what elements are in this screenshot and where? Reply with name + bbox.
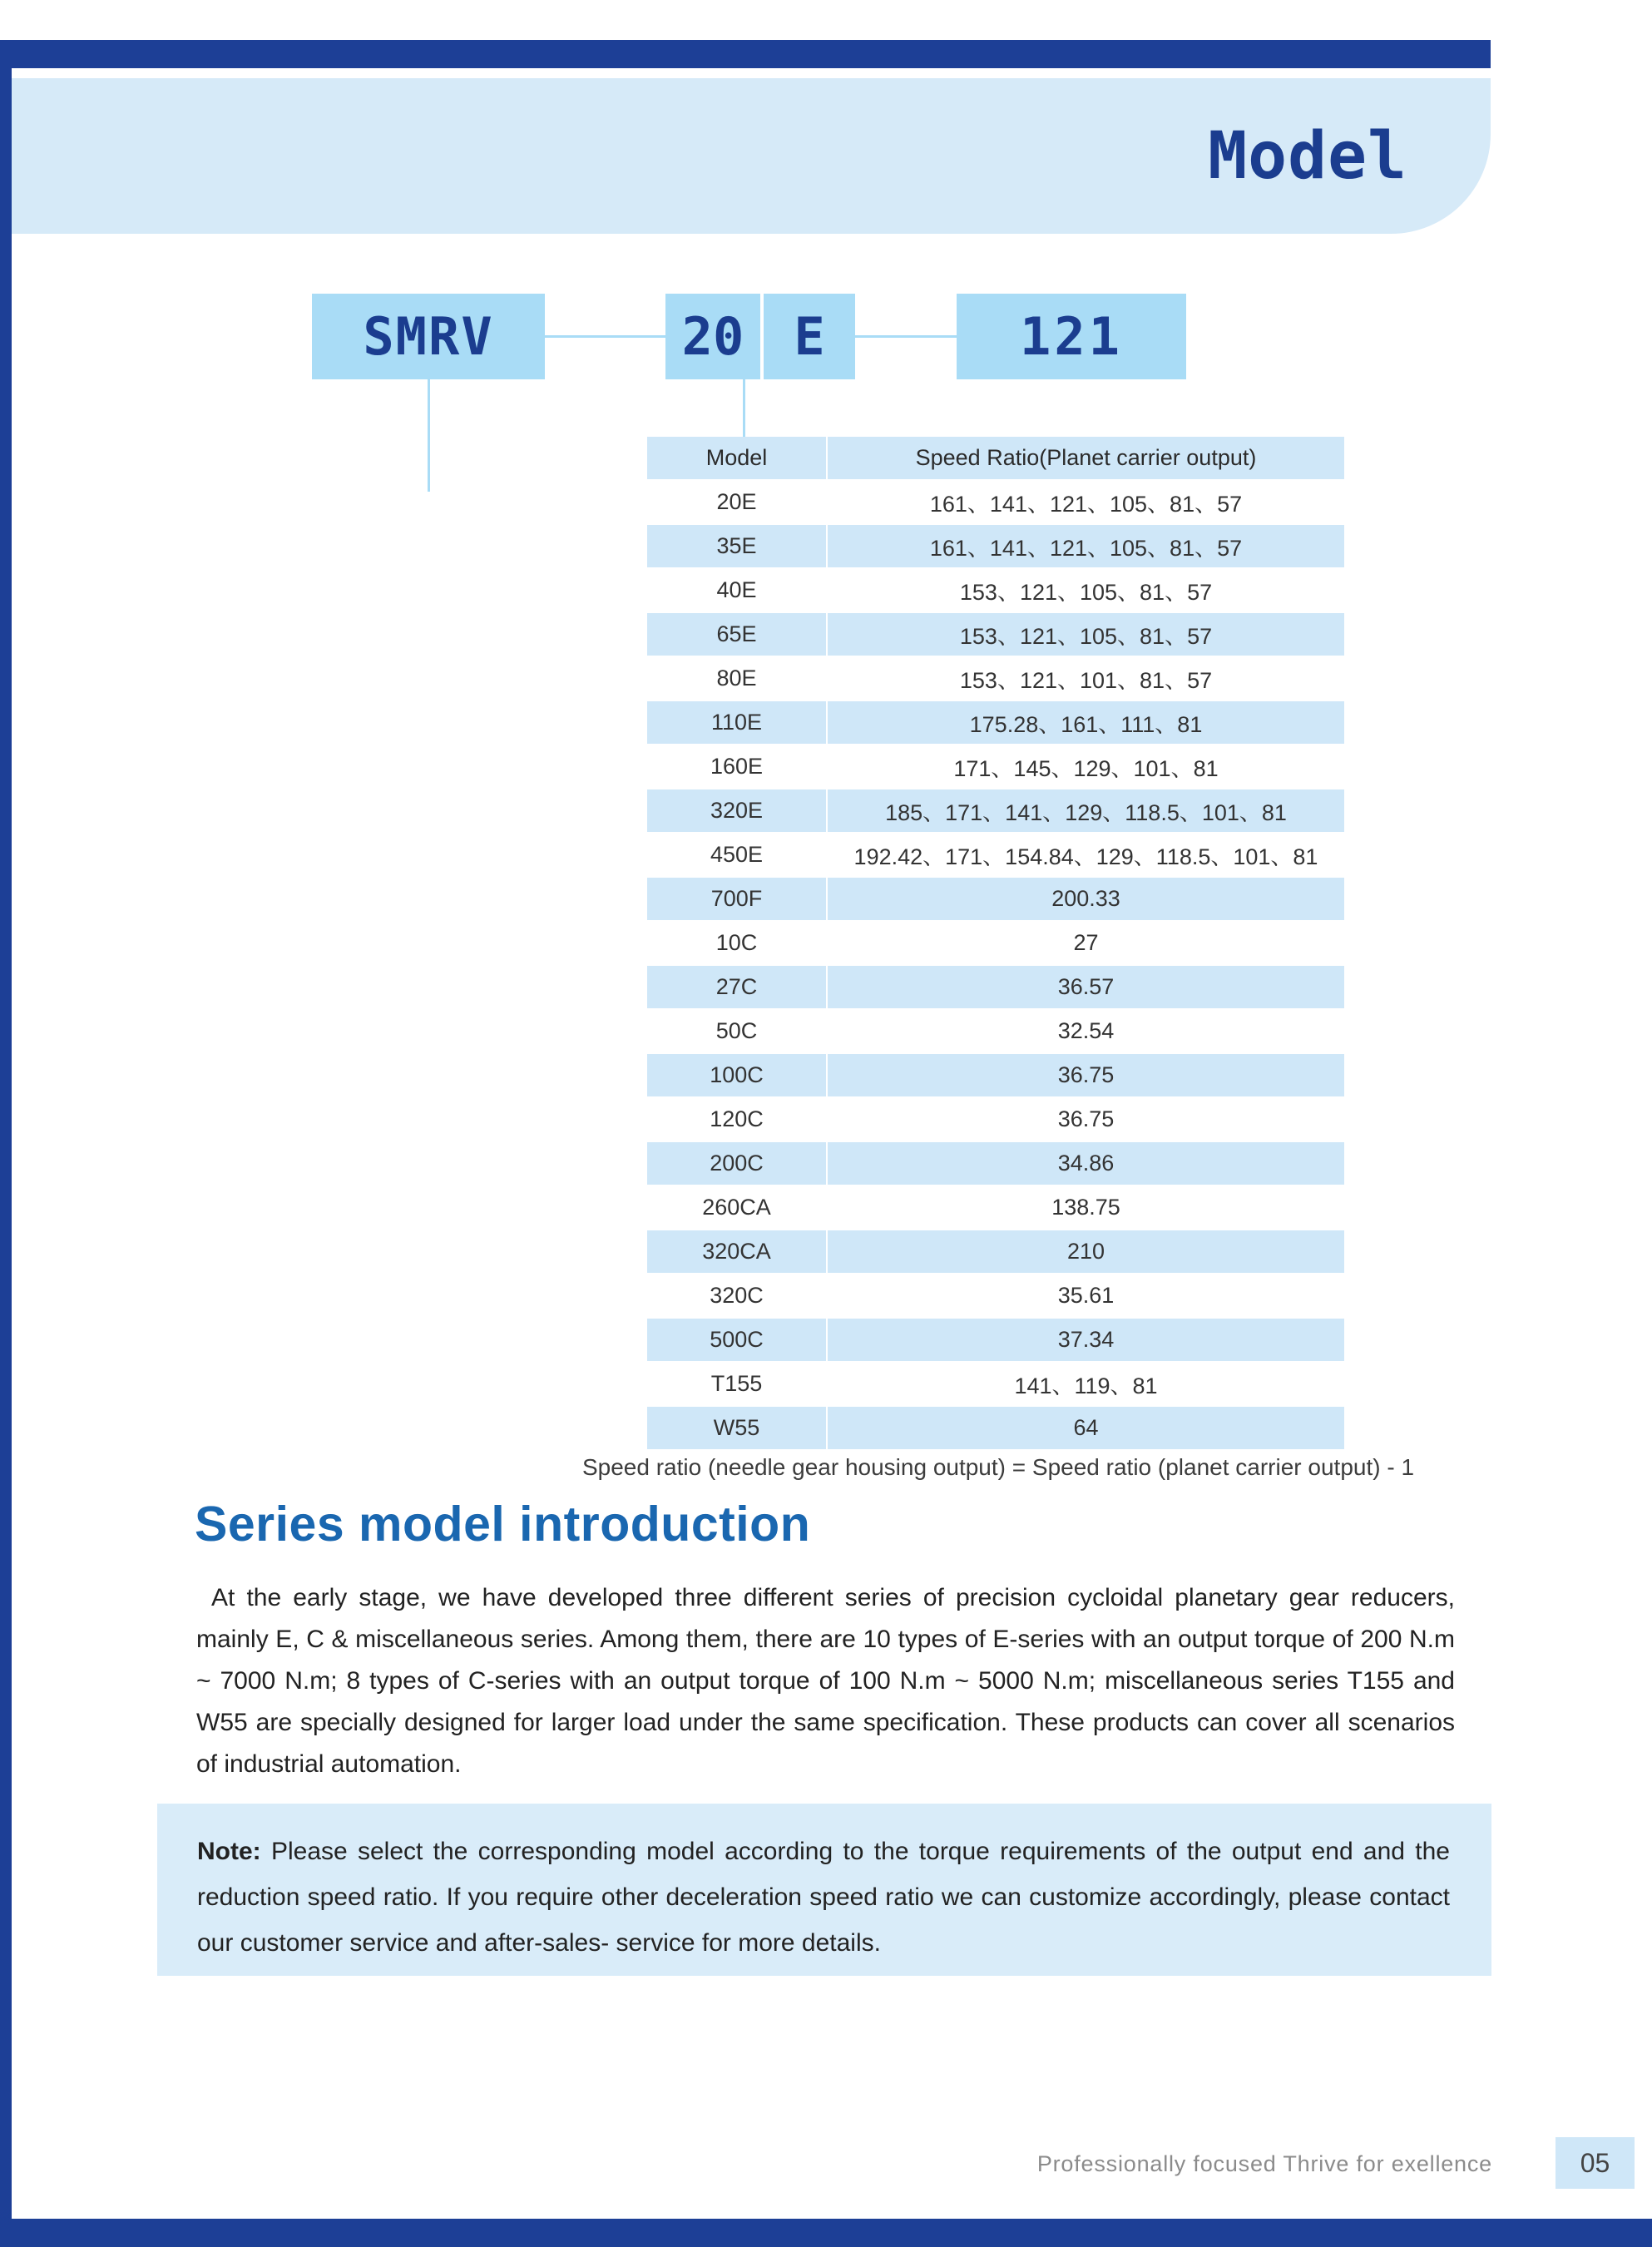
model-cell: T155 — [647, 1363, 828, 1407]
table-row — [647, 1363, 1344, 1407]
model-cell: 80E — [647, 657, 828, 701]
speed-ratio-column-header: Speed Ratio(Planet carrier output) — [828, 437, 1344, 481]
footer-tagline: Professionally focused Thrive for exellence — [1036, 2151, 1492, 2176]
left-edge-bar — [0, 40, 12, 2247]
model-cell: 110E — [647, 701, 828, 745]
intro-paragraph: At the early stage, we have developed three different series of precision cycloidal planetary gear reducers, mainly E, C & miscellaneous series. Among them, there are 10 types of E-series with an output torque of 200 N.m ~ 7000 N.m; 8 types of C-series with an output torque of 100 N.m ~ 5000 N.m; miscellaneous series T155 and W55 are specially designed for larger load under the same specification. These products can cover all scenarios of industrial automation. — [196, 1584, 1455, 1778]
model-cell: 35E — [647, 525, 828, 569]
table-row — [647, 745, 1344, 789]
table-row — [647, 1319, 1344, 1363]
model-column-header: Model — [647, 437, 828, 481]
speed-ratio-cell: 153、121、105、81、57 — [828, 613, 1344, 657]
connector-line — [855, 335, 957, 338]
model-cell: 320E — [647, 789, 828, 834]
model-cell: 320C — [647, 1274, 828, 1319]
speed-ratio-cell: 32.54 — [828, 1010, 1344, 1054]
table-row — [647, 1142, 1344, 1186]
model-cell: 10C — [647, 922, 828, 966]
model-size-box: 20 — [665, 294, 760, 379]
model-type-box: E — [764, 294, 855, 379]
model-cell: 120C — [647, 1098, 828, 1142]
model-cell: 450E — [647, 834, 828, 878]
speed-ratio-cell: 200.33 — [828, 878, 1344, 922]
model-cell: 700F — [647, 878, 828, 922]
table-row — [647, 1186, 1344, 1230]
table-caption: Speed ratio (needle gear housing output) = Speed ratio (planet carrier output) - 1 — [581, 1454, 1415, 1480]
header-banner — [12, 78, 1491, 234]
speed-ratio-cell: 141、119、81 — [828, 1363, 1344, 1407]
speed-ratio-table — [647, 437, 1344, 1451]
table-row — [647, 922, 1344, 966]
speed-ratio-cell: 153、121、105、81、57 — [828, 569, 1344, 613]
top-accent-bar — [0, 40, 1491, 68]
speed-ratio-cell: 37.34 — [828, 1319, 1344, 1363]
table-row — [647, 613, 1344, 657]
speed-ratio-cell: 36.75 — [828, 1054, 1344, 1098]
table-row — [647, 834, 1344, 878]
connector-line — [545, 335, 665, 338]
table-row — [647, 701, 1344, 745]
model-cell: 320CA — [647, 1230, 828, 1274]
table-row — [647, 878, 1344, 922]
model-cell: 27C — [647, 966, 828, 1010]
model-cell: 40E — [647, 569, 828, 613]
model-cell: 260CA — [647, 1186, 828, 1230]
model-cell: 160E — [647, 745, 828, 789]
table-row — [647, 1054, 1344, 1098]
model-series-box: SMRV — [312, 294, 545, 379]
speed-ratio-cell: 161、141、121、105、81、57 — [828, 481, 1344, 525]
speed-ratio-cell: 171、145、129、101、81 — [828, 745, 1344, 789]
speed-ratio-cell: 35.61 — [828, 1274, 1344, 1319]
model-cell: 20E — [647, 481, 828, 525]
speed-ratio-cell: 27 — [828, 922, 1344, 966]
table-header-row — [647, 437, 1344, 481]
connector-line — [743, 379, 745, 438]
model-cell: 65E — [647, 613, 828, 657]
speed-ratio-cell: 161、141、121、105、81、57 — [828, 525, 1344, 569]
model-cell: 500C — [647, 1319, 828, 1363]
speed-ratio-cell: 175.28、161、111、81 — [828, 701, 1344, 745]
page-number-badge: 05 — [1556, 2137, 1635, 2189]
speed-ratio-cell: 138.75 — [828, 1186, 1344, 1230]
page-title: Model — [1208, 118, 1407, 194]
table-row — [647, 657, 1344, 701]
table-row — [647, 569, 1344, 613]
speed-ratio-cell: 210 — [828, 1230, 1344, 1274]
model-cell: 50C — [647, 1010, 828, 1054]
speed-ratio-cell: 185、171、141、129、118.5、101、81 — [828, 789, 1344, 834]
speed-ratio-cell: 153、121、101、81、57 — [828, 657, 1344, 701]
table-row — [647, 1010, 1344, 1054]
table-row — [647, 1274, 1344, 1319]
model-ratio-box: 121 — [957, 294, 1186, 379]
model-cell: 100C — [647, 1054, 828, 1098]
speed-ratio-cell: 36.57 — [828, 966, 1344, 1010]
table-row — [647, 966, 1344, 1010]
table-row — [647, 1407, 1344, 1451]
speed-ratio-cell: 192.42、171、154.84、129、118.5、101、81 — [828, 834, 1344, 878]
table-row — [647, 1098, 1344, 1142]
speed-ratio-cell: 34.86 — [828, 1142, 1344, 1186]
bottom-edge-bar — [0, 2219, 1652, 2247]
table-row — [647, 525, 1344, 569]
model-cell: W55 — [647, 1407, 828, 1451]
speed-ratio-cell: 36.75 — [828, 1098, 1344, 1142]
table-row — [647, 789, 1344, 834]
table-row — [647, 481, 1344, 525]
speed-ratio-cell: 64 — [828, 1407, 1344, 1451]
section-heading: Series model introduction — [195, 1497, 811, 1552]
note-box — [157, 1804, 1491, 1976]
note-label: Note: — [197, 1838, 261, 1865]
model-cell: 200C — [647, 1142, 828, 1186]
table-row — [647, 1230, 1344, 1274]
note-text: Please select the corresponding model according to the torque requirements of the output end and the reduction speed ratio. If you require other deceleration speed ratio we can customize accordingly, please contact our customer service and after-sales- service for more details. — [197, 1838, 1450, 1957]
connector-line — [428, 379, 430, 492]
